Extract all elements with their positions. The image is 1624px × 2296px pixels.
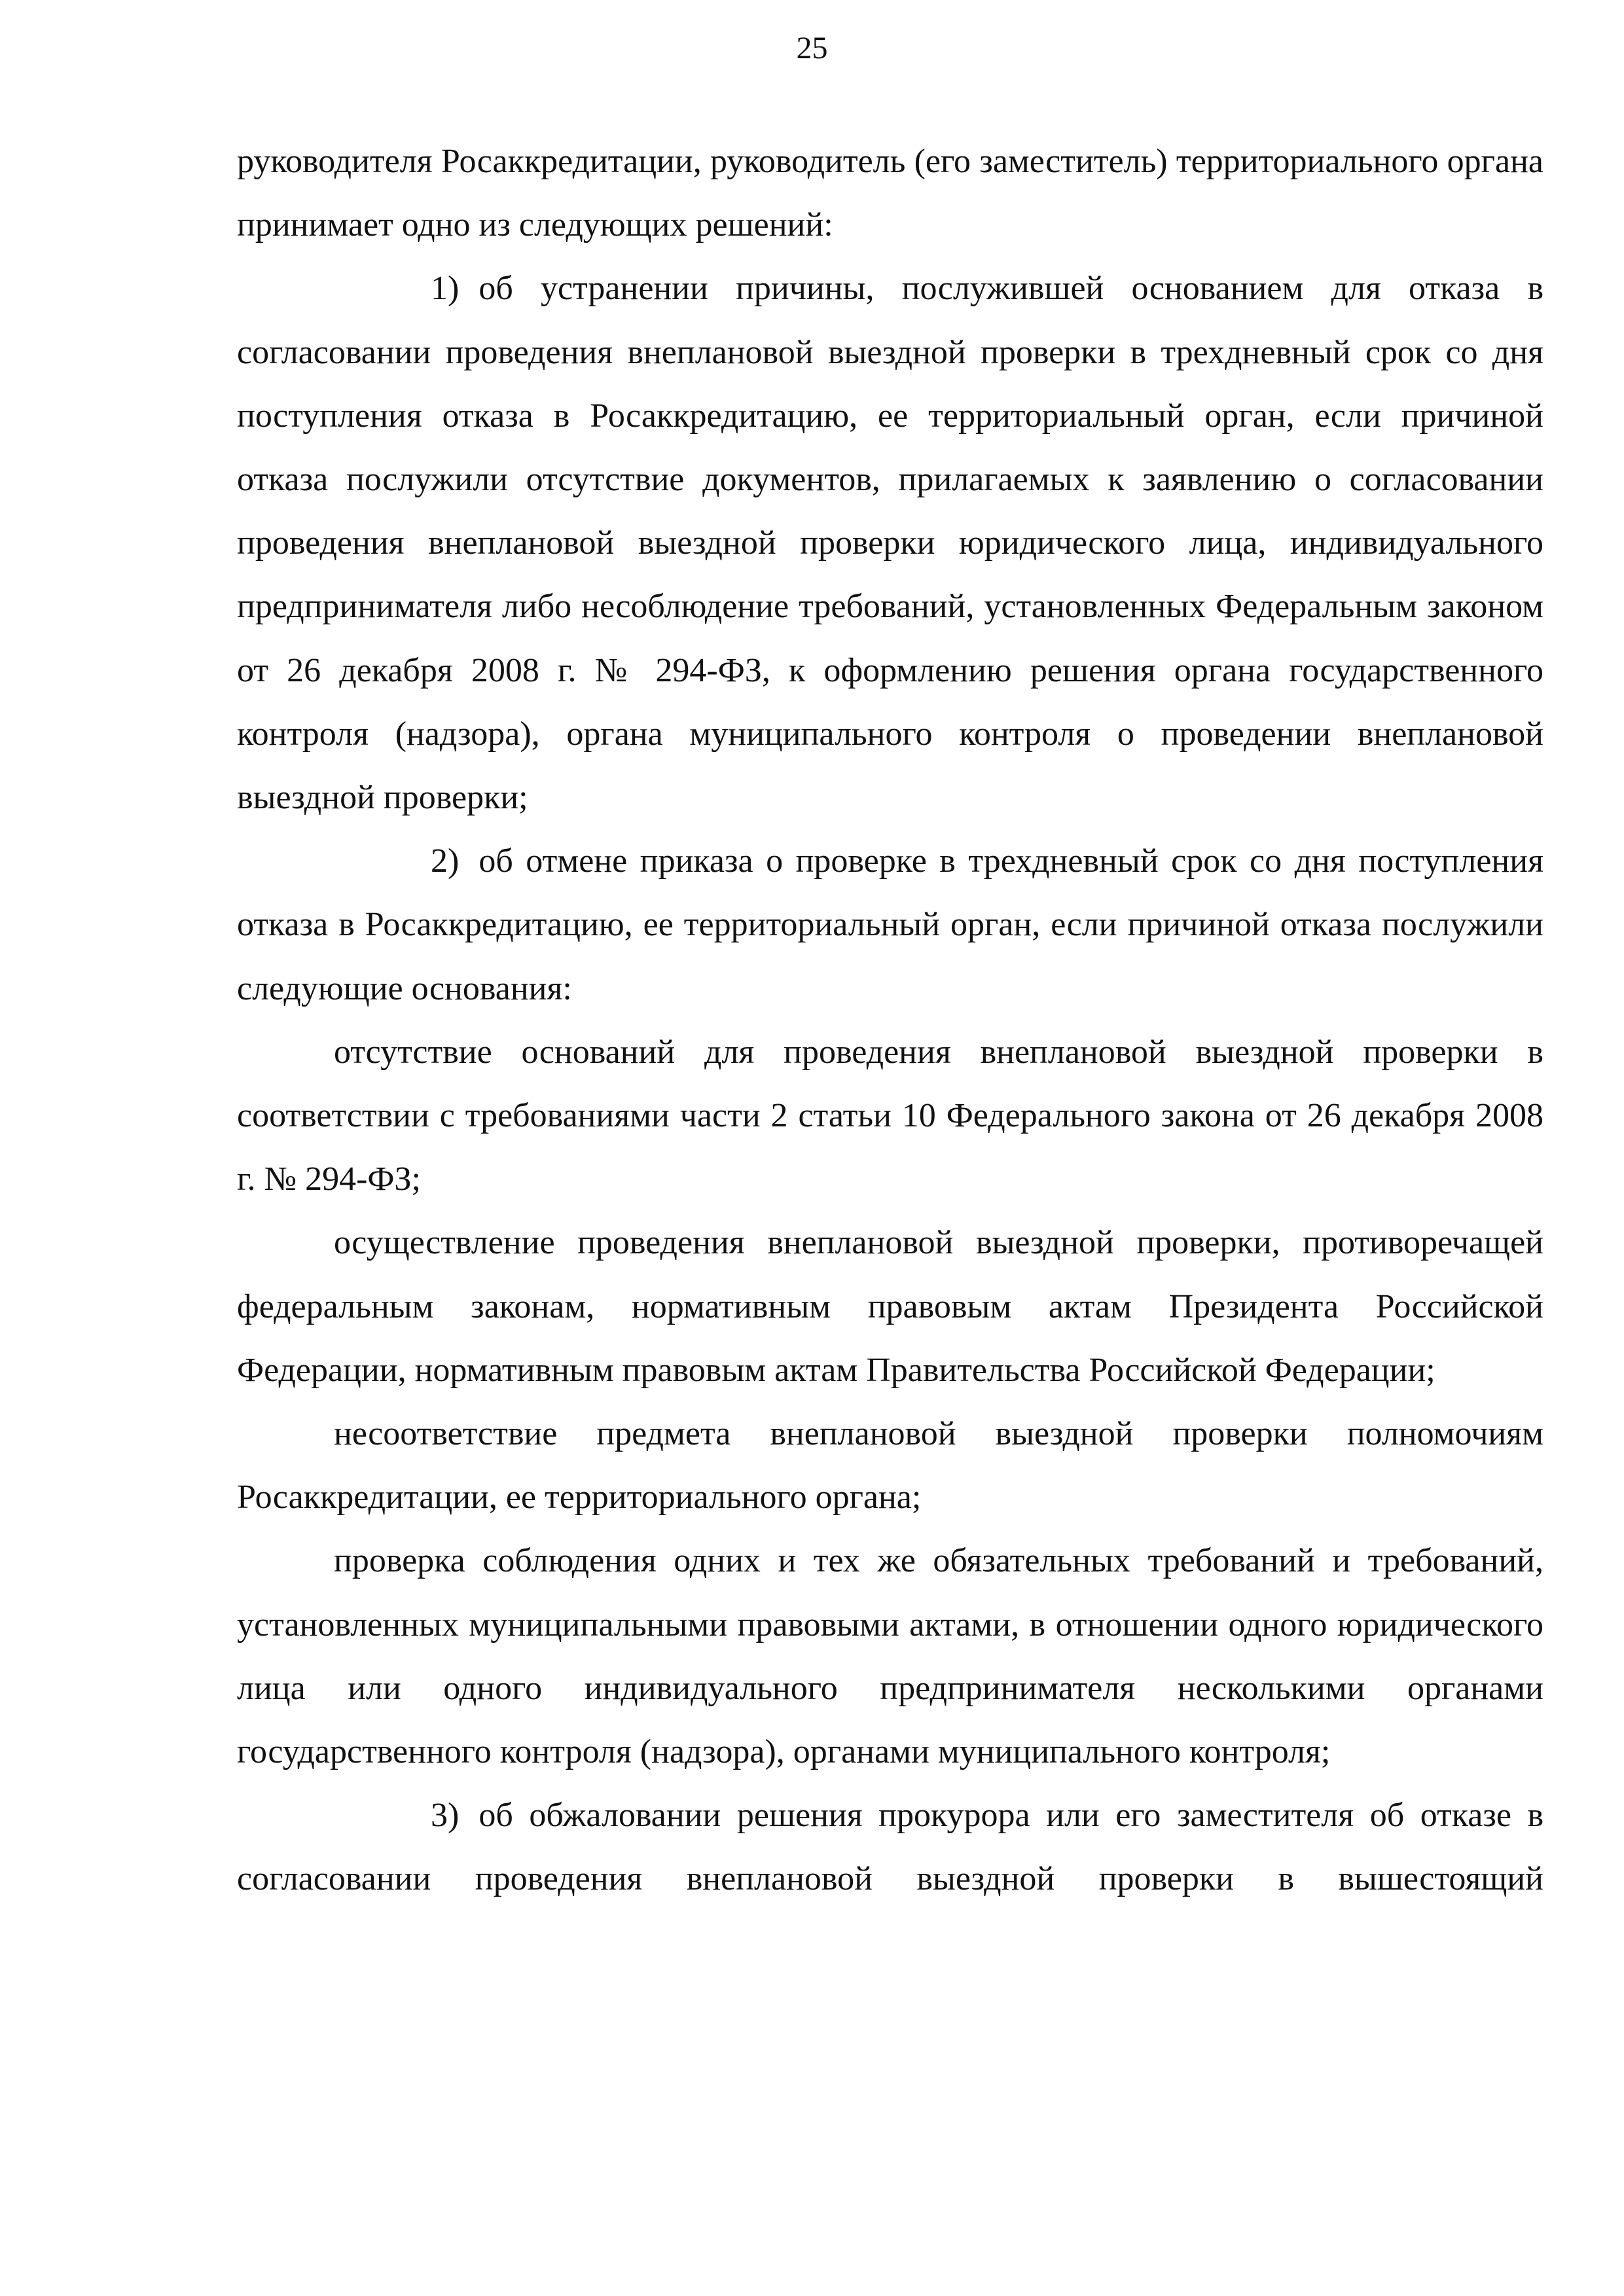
item-2-number: 2) bbox=[431, 842, 460, 880]
item-1-text: об устранении причины, послужившей основанием для отказа в согласовании проведения внеплановой выездной проверки в трехдневный срок со дня поступления отказа в Росаккредитацию, ее территориальный орган, если причиной отказа послужили отсутствие документов, прилагаемых к заявлению о согласовании проведения внеплановой выездной проверки юридического лица, индивидуального предпринимателя либо несоблюдение требований, установленных Федеральным законом от 26 декабря 2008 г. № 294-ФЗ, к оформлению решения органа государственного контроля (надзора), органа муниципального контроля о проведении внеплановой выездной проверки; bbox=[237, 270, 1543, 817]
paragraph-item-2 bbox=[237, 829, 1543, 1020]
item-2-text: об отмене приказа о проверке в трехдневный срок со дня поступления отказа в Росаккредитацию, ее территориальный орган, если причиной отказа послужили следующие основания: bbox=[237, 842, 1543, 1007]
paragraph-item-1 bbox=[237, 257, 1543, 829]
page-number: 25 bbox=[796, 31, 828, 65]
paragraph-item-3 bbox=[237, 1784, 1543, 1910]
item-3-number: 3) bbox=[431, 1797, 460, 1835]
item-1-number: 1) bbox=[431, 270, 460, 308]
paragraph-ground-3: несоответствие предмета внеплановой выездной проверки полномочиям Росаккредитации, ее территориального органа; bbox=[237, 1415, 1543, 1516]
paragraph-intro: руководителя Росаккредитации, руководитель (его заместитель) территориального органа принимает одно из следующих решений: bbox=[237, 143, 1543, 244]
paragraph-ground-1: отсутствие оснований для проведения внеплановой выездной проверки в соответствии с требованиями части 2 статьи 10 Федерального закона от 26 декабря 2008 г. № 294-ФЗ; bbox=[237, 1033, 1543, 1198]
document-body bbox=[237, 130, 1543, 1911]
paragraph-ground-4: проверка соблюдения одних и тех же обязательных требований и требований, установленных муниципальными правовыми актами, в отношении одного юридического лица или одного индивидуального предпринимателя несколькими органами государственного контроля (надзора), органами муниципального контроля; bbox=[237, 1542, 1543, 1771]
paragraph-ground-2: осуществление проведения внеплановой выездной проверки, противоречащей федеральным законам, нормативным правовым актам Президента Российской Федерации, нормативным правовым актам Правительства Российской Федерации; bbox=[237, 1224, 1543, 1389]
item-3-text: об обжаловании решения прокурора или его заместителя об отказе в согласовании проведения внеплановой выездной проверки в вышестоящий bbox=[237, 1797, 1543, 1898]
